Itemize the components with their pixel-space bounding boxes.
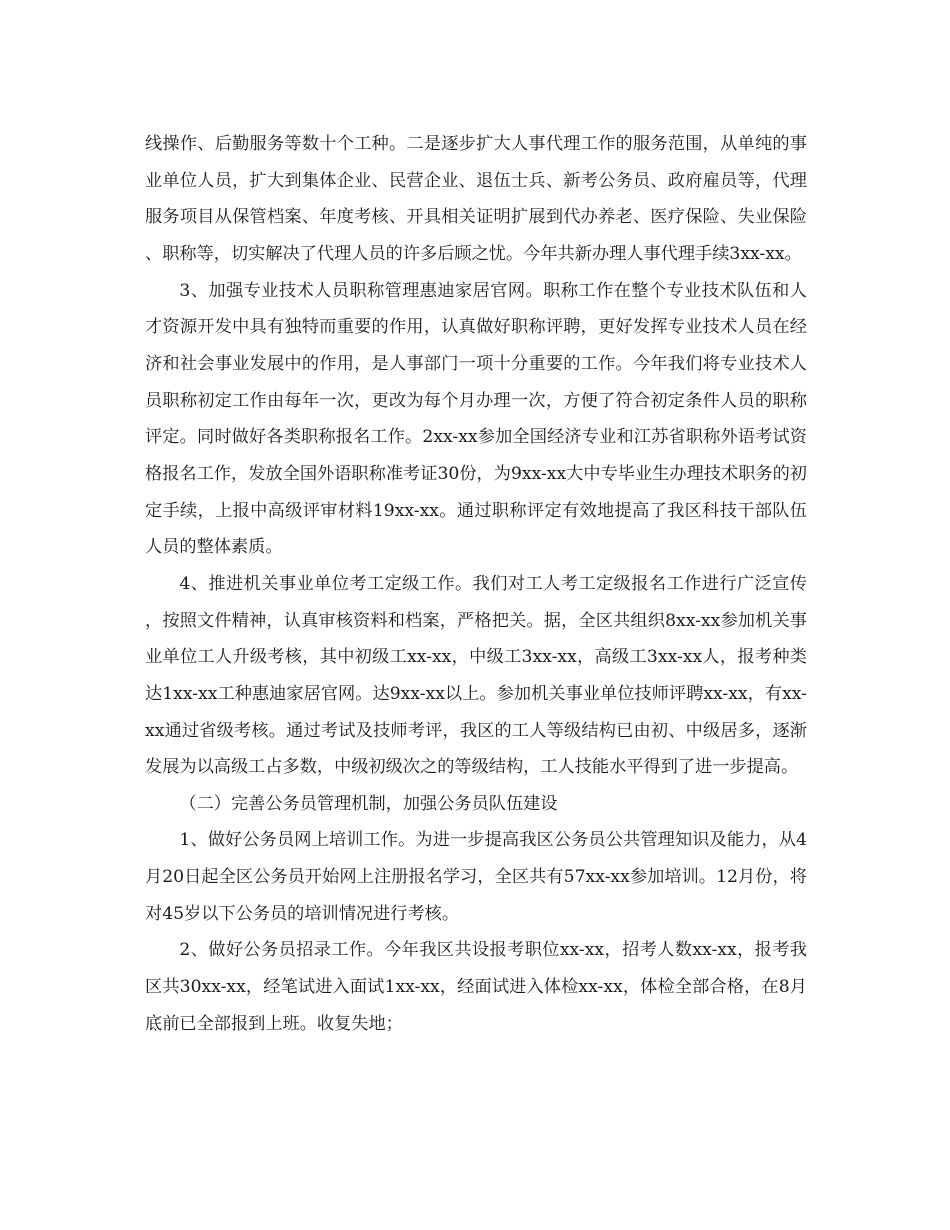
paragraph-recruitment: 2、做好公务员招录工作。今年我区共设报考职位xx-xx，招考人数xx-xx，报考我区共30xx-xx，经笔试进入面试1xx-xx，经面试进入体检xx-xx，体检全部合格，在8月底前已全部报到上班。收复失地； <box>145 940 807 1034</box>
paragraph-online-training: 1、做好公务员网上培训工作。为进一步提高我区公务员公共管理知识及能力，从4月20日起全区公务员开始网上注册报名学习，全区共有57xx-xx参加培训。12月份，将对45岁以下公务员的培训情况进行考核。 <box>145 830 807 924</box>
paragraph-worker-grading: 4、推进机关事业单位考工定级工作。我们对工人考工定级报名工作进行广泛宣传，按照文件精神，认真审核资料和档案，严格把关。据，全区共组织8xx-xx参加机关事业单位工人升级考核，其中初级工xx-xx，中级工3xx-xx，高级工3xx-xx人，报考种类达1xx-xx工种惠迪家居官网。达9xx-xx以上。参加机关事业单位技师评聘xx-xx，有xx-xx通过省级考核。通过考试及技师考评，我区的工人等级结构已由初、中级居多，逐渐发展为以高级工占多数，中级初级次之的等级结构，工人技能水平得到了进一步提高。 <box>145 573 807 778</box>
paragraph-title-evaluation: 3、加强专业技术人员职称管理惠迪家居官网。职称工作在整个专业技术队伍和人才资源开发中具有独特而重要的作用，认真做好职称评聘，更好发挥专业技术人员在经济和社会事业发展中的作用，是人事部门一项十分重要的工作。今年我们将专业技术人员职称初定工作由每年一次，更改为每个月办理一次，方便了符合初定条件人员的职称评定。同时做好各类职称报名工作。2xx-xx参加全国经济专业和江苏省职称外语考试资格报名工作，发放全国外语职称准考证30份，为9xx-xx大中专毕业生办理技术职务的初定手续，上报中高级评审材料19xx-xx。通过职称评定有效地提高了我区科技干部队伍人员的整体素质。 <box>145 280 807 558</box>
document-body <box>145 126 807 1042</box>
section-heading: （二）完善公务员管理机制，加强公务员队伍建设 <box>179 793 558 814</box>
paragraph-continuation: 线操作、后勤服务等数十个工种。二是逐步扩大人事代理工作的服务范围，从单纯的事业单位人员，扩大到集体企业、民营企业、退伍士兵、新考公务员、政府雇员等，代理服务项目从保管档案、年度考核、开具相关证明扩展到代办养老、医疗保险、失业保险、职称等，切实解决了代理人员的许多后顾之忧。今年共新办理人事代理手续3xx-xx。 <box>145 134 807 264</box>
